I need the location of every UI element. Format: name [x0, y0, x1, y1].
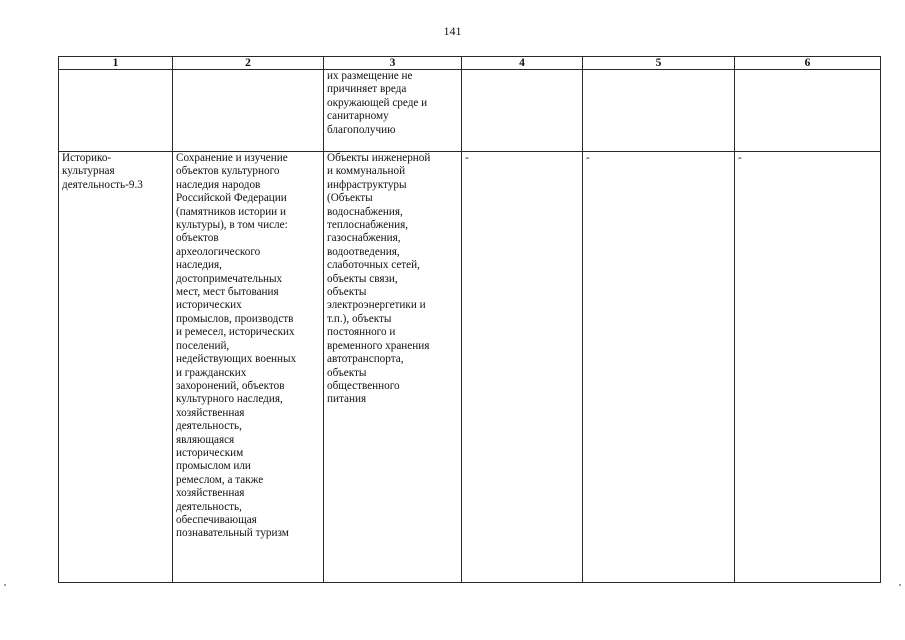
header-row	[59, 57, 881, 70]
activity-description-line: достопримечательных	[176, 272, 283, 285]
activity-description-line: наследия народов	[176, 178, 261, 191]
continuation-row	[59, 70, 881, 152]
continuation-text-line: окружающей среде и	[327, 96, 428, 109]
activity-description-line: исторических	[176, 299, 242, 312]
continuation-col-3	[324, 70, 462, 152]
permitted-objects-line: теплоснабжения,	[327, 219, 409, 232]
header-col-4: 4	[462, 57, 583, 70]
permitted-objects-line: объекты	[327, 366, 367, 379]
header-col-6: 6	[735, 57, 881, 70]
activity-description-line: и гражданских	[176, 366, 247, 379]
permitted-objects-line: инфраструктуры	[327, 178, 407, 191]
activity-name-line: Историко-	[62, 152, 112, 164]
col-6-cell	[735, 152, 881, 583]
permitted-objects-line: объекты	[327, 286, 367, 299]
permitted-objects-line: слаботочных сетей,	[327, 259, 420, 272]
permitted-objects-line: объекты связи,	[327, 272, 398, 285]
activity-description-line: археологического	[176, 245, 261, 258]
page-number: 141	[443, 24, 462, 38]
permitted-objects-line: Объекты инженерной	[327, 152, 431, 164]
zoning-table	[58, 56, 881, 583]
activity-description-line: деятельность,	[176, 420, 242, 433]
permitted-objects-line: водоснабжения,	[327, 205, 403, 218]
permitted-objects-line: (Объекты	[327, 192, 373, 205]
permitted-objects-line: общественного	[327, 379, 400, 392]
activity-description-line: наследия,	[176, 259, 222, 272]
activity-description-line: историческим	[176, 446, 244, 459]
activity-description-line: Сохранение и изучение	[176, 152, 288, 164]
header-col-3: 3	[324, 57, 462, 70]
activity-description-line: Российской Федерации	[176, 192, 287, 205]
activity-description-line: недействующих военных	[176, 353, 297, 366]
permitted-objects-cell	[324, 152, 462, 583]
activity-description-line: мест, мест бытования	[176, 286, 279, 299]
permitted-objects-line: водоотведения,	[327, 245, 400, 258]
activity-description-line: объектов культурного	[176, 165, 280, 178]
continuation-col-1	[59, 70, 173, 152]
col-5-value: -	[586, 152, 590, 164]
activity-name-line: культурная	[62, 165, 115, 178]
permitted-objects-line: питания	[327, 393, 367, 406]
permitted-objects-line: электроэнергетики и	[327, 299, 426, 312]
activity-description-line: познавательный туризм	[176, 527, 289, 540]
permitted-objects-line: газоснабжения,	[327, 232, 401, 245]
continuation-col-5	[583, 70, 735, 152]
continuation-text-line: благополучию	[327, 123, 396, 136]
col-4-value: -	[465, 152, 469, 164]
permitted-objects-line: автотранспорта,	[327, 353, 404, 366]
activity-description-line: захоронений, объектов	[176, 379, 285, 392]
scan-mark-left	[4, 584, 6, 586]
continuation-text-line: причиняет вреда	[327, 83, 407, 96]
permitted-objects-line: и коммунальной	[327, 165, 406, 178]
activity-description-line: хозяйственная	[176, 487, 245, 500]
continuation-col-6	[735, 70, 881, 152]
activity-description-line: деятельность,	[176, 500, 242, 513]
table-row	[59, 152, 881, 583]
activity-description-line: и ремесел, исторических	[176, 326, 295, 339]
continuation-col-4	[462, 70, 583, 152]
col-5-cell	[583, 152, 735, 583]
activity-description-line: являющаяся	[176, 433, 235, 446]
activity-description-cell	[173, 152, 324, 583]
permitted-objects-line: т.п.), объекты	[327, 312, 392, 325]
continuation-text-line: их размещение не	[327, 70, 413, 82]
activity-description-line: обеспечивающая	[176, 513, 257, 526]
activity-description-line: (памятников истории и	[176, 205, 286, 218]
activity-name-cell	[59, 152, 173, 583]
continuation-text-line: санитарному	[327, 110, 389, 123]
scan-mark-right	[899, 584, 901, 586]
activity-description-line: поселений,	[176, 339, 230, 352]
activity-description-line: объектов	[176, 232, 219, 245]
activity-description-line: ремеслом, а также	[176, 473, 264, 486]
activity-description-line: промыслов, производств	[176, 312, 294, 325]
header-col-5: 5	[583, 57, 735, 70]
permitted-objects-line: временного хранения	[327, 339, 430, 352]
header-col-2: 2	[173, 57, 324, 70]
activity-name-line: деятельность-9.3	[62, 178, 143, 191]
col-4-cell	[462, 152, 583, 583]
permitted-objects-line: постоянного и	[327, 326, 396, 339]
activity-description-line: промыслом или	[176, 460, 251, 473]
header-col-1: 1	[59, 57, 173, 70]
col-6-value: -	[738, 152, 742, 164]
activity-description-line: культуры), в том числе:	[176, 219, 288, 232]
activity-description-line: культурного наследия,	[176, 393, 283, 406]
continuation-col-2	[173, 70, 324, 152]
activity-description-line: хозяйственная	[176, 406, 245, 419]
